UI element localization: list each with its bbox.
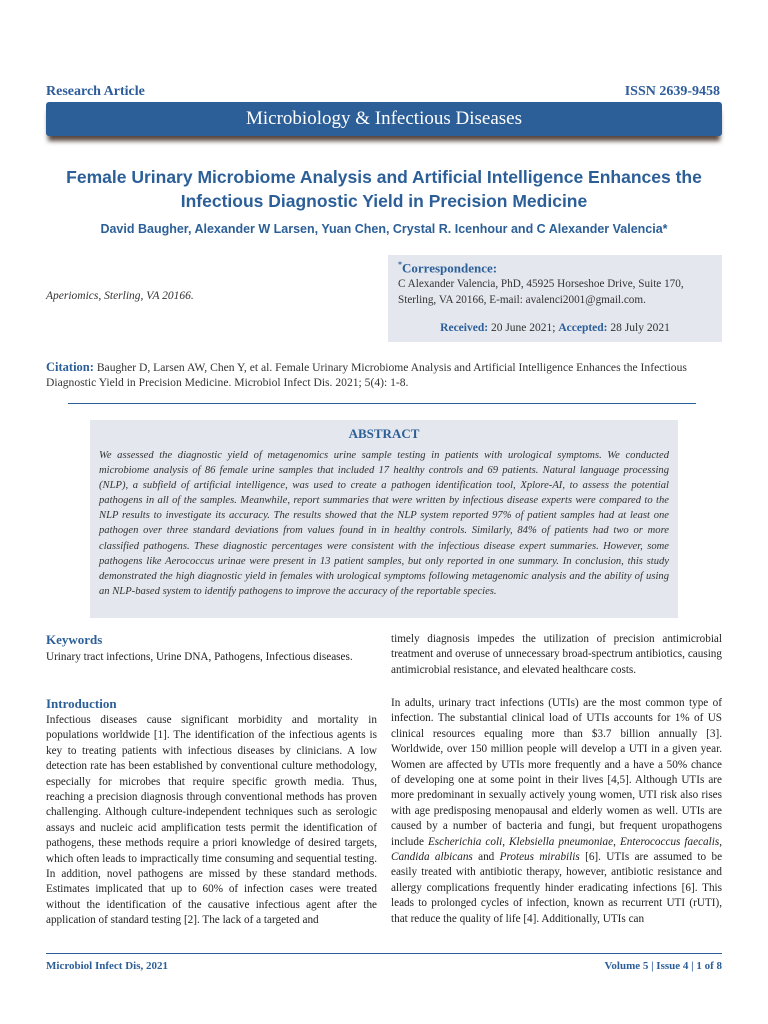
article-type: Research Article [46,84,145,99]
citation: Citation: Baugher D, Larsen AW, Chen Y, et al. Female Urinary Microbiome Analysis and Artificial Intelligence Enhances the Infectious Diagnostic Yield in Precision Medicine. Microbiol Infect Dis. 2021; 5(4): 1-8. [46,360,687,389]
right-col-para2: In adults, urinary tract infections (UTIs) are the most common type of infection. The substantial clinical load of UTIs accounts for 1% of US clinical resources equaling more than $3.7 billion annually [3]. Worldwide, over 150 million people will develop a UTI in a given year. Women are affected by UTIs more frequently and a have a 50% chance of developing one at some point in their lives [4,5]. Although UTIs are more predominant in sexually actively young women, UTI risk also rises with age predisposing menopausal and elderly women as well. UTIs are caused by a number of bacteria and fungi, but frequent uropathogens include Escherichia coli, Klebsiella pneumoniae, Enterococcus faecalis, Candida albicans and Proteus mirabilis [6]. UTIs are assumed to be easily treated with antibiotic therapy, however, antibiotic resistance and allergy complications frequently hinder eradicating infections [6]. This leads to prolonged cycles of infection, known as recurrent UTI (rUTI), that reduce the quality of life [4]. Additionally, UTIs can [391,697,723,925]
correspondence-text: C Alexander Valencia, PhD, 45925 Horseshoe Drive, Suite 170, Sterling, VA 20166, E-mail: avalenci2001@gmail.com. [398,278,684,306]
accepted-date: 28 July 2021 [610,322,670,334]
issn: ISSN 2639-9458 [624,84,720,99]
right-col-para1: timely diagnosis impedes the utilization of precision antimicrobial treatment and overuse of unnecessary broad-spectrum antibiotics, causing antimicrobial resistance, and elevated healthcare costs. [391,633,722,676]
article-title: Female Urinary Microbiome Analysis and Artificial Intelligence Enhances the Infectious Diagnostic Yield in Precision Medicine [66,167,702,211]
footer-journal: Microbiol Infect Dis, 2021 [46,960,169,972]
introduction-left-text: Infectious diseases cause significant morbidity and mortality in populations worldwide [1]. The identification of the infectious agents is key to treating patients with infectious diseases by clinicians. A low detection rate has been established by conventional culture methodology, especially for microbes that require specific growth media. Thus, reaching a precision diagnosis through conventional methods has proven challenging. Although culture-independent techniques such as serologic assays and nucleic acid amplification tests permit the identification of pathogens, these methods require a priori knowledge of desired targets, which often leads to impractically time consuming and sequential testing. In addition, novel pathogens are missed by these standard methods. Estimates implicated that up to 60% of infection cases were treated without the identification of the causative infectious agent after the application of standard testing [2]. The lack of a targeted and [46,714,377,927]
received-date: 20 June 2021; [490,322,556,334]
journal-banner: Microbiology & Infectious Diseases [46,102,722,136]
dates: Received: 20 June 2021; Accepted: 28 July 2021 [440,322,670,334]
introduction-heading: Introduction [46,696,117,711]
divider [68,403,696,404]
abstract-text: We assessed the diagnostic yield of metagenomics urine sample testing in patients with urological symptoms. We conducted microbiome analysis of 86 female urine samples that included 17 healthy controls and 69 patients. Natural language processing (NLP), a subfield of artificial intelligence, was used to create a pathogen identification tool, Xplore-AI, to assess the potential pathogens in all of the samples. Meanwhile, report summaries that were written by infectious disease experts were compared to the NLP results to investigate its accuracy. The results showed that the NLP system reported 97% of patient samples had at least one pathogen over three standard deviations from values found in in healthy controls. Similarly, 84% of patients had two or more classified pathogens. These diagnostic percentages were consistent with the infectious disease expert summaries. However, some pathogens like Aerococcus urinae were present in 13 patient samples, but only reported in one summary. In conclusion, this study demonstrated the high diagnostic yield in females with urological symptoms following metagenomic analysis and the ability of using an NLP-based system to identify pathogens to improve the accuracy of the reportable species. [99,450,669,597]
correspondence-heading: *Correspondence: [398,260,498,276]
correspondence-box [388,255,722,342]
keywords-text: Urinary tract infections, Urine DNA, Pathogens, Infectious diseases. [46,651,353,663]
affiliation: Aperiomics, Sterling, VA 20166. [46,290,194,302]
keywords-heading: Keywords [46,632,103,647]
footer-page-info: Volume 5 | Issue 4 | 1 of 8 [604,960,722,972]
citation-text: Baugher D, Larsen AW, Chen Y, et al. Female Urinary Microbiome Analysis and Artificial Intelligence Enhances the Infectious Diagnostic Yield in Precision Medicine. Microbiol Infect Dis. 2021; 5(4): 1-8. [46,361,687,389]
abstract-heading: ABSTRACT [348,426,420,441]
footer-divider [46,953,722,954]
top-meta [46,84,720,102]
abstract-box [90,420,678,618]
authors: David Baugher, Alexander W Larsen, Yuan Chen, Crystal R. Icenhour and C Alexander Valencia* [100,222,668,236]
